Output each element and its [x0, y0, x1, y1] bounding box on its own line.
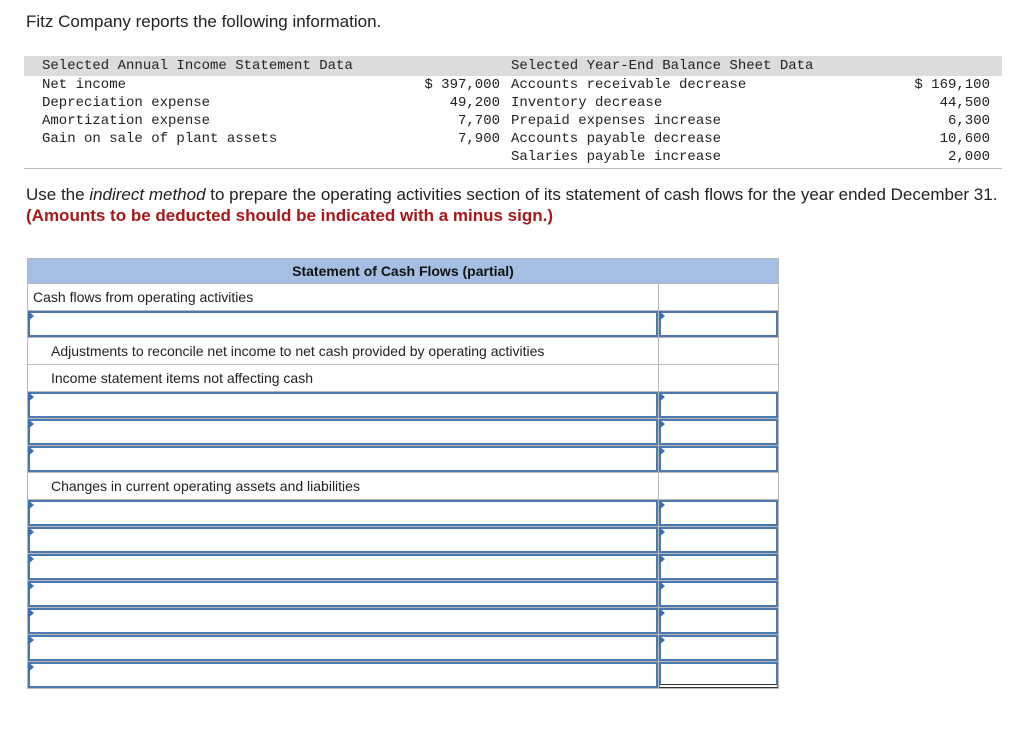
line-label-cell — [28, 608, 659, 635]
amount-input[interactable] — [659, 635, 778, 661]
dropdown-marker-icon — [659, 311, 665, 321]
dropdown-marker-icon — [28, 311, 34, 321]
balance-item-value: 10,600 — [939, 131, 990, 147]
line-item-input[interactable] — [28, 500, 658, 526]
balance-item-value: 6,300 — [947, 113, 990, 129]
operating-activities-label: Cash flows from operating activities — [28, 284, 659, 311]
income-item-value: 7,900 — [457, 131, 500, 147]
amount-cell — [658, 635, 778, 662]
income-item-value: 49,200 — [449, 95, 500, 111]
balance-item-label: Salaries payable increase — [511, 149, 722, 165]
data-row — [24, 130, 1002, 148]
amount-cell — [658, 608, 778, 635]
amount-input[interactable] — [659, 419, 778, 445]
dropdown-marker-icon — [659, 554, 665, 564]
dropdown-marker-icon — [659, 527, 665, 537]
dropdown-marker-icon — [28, 392, 34, 402]
dropdown-marker-icon — [28, 581, 34, 591]
minus-sign-warning: (Amounts to be deducted should be indicated with a minus sign.) — [26, 206, 554, 225]
line-item-input[interactable] — [28, 581, 658, 607]
dropdown-marker-icon — [659, 635, 665, 645]
amount-cell — [658, 500, 778, 527]
dropdown-marker-icon — [28, 527, 34, 537]
amount-input[interactable] — [659, 608, 778, 634]
data-row — [24, 112, 1002, 130]
amount-input[interactable] — [659, 527, 778, 553]
empty-cell — [658, 365, 778, 392]
cash-flow-statement-table — [27, 258, 779, 689]
empty-cell — [658, 284, 778, 311]
instructions-emphasis: indirect method — [89, 185, 206, 204]
line-label-cell — [28, 581, 659, 608]
empty-cell — [658, 338, 778, 365]
dropdown-marker-icon — [28, 446, 34, 456]
divider — [24, 168, 1002, 169]
amount-cell — [658, 419, 778, 446]
line-label-cell — [28, 446, 659, 473]
net-cash-amount-cell — [658, 662, 778, 689]
intro-text: Fitz Company reports the following information. — [26, 12, 382, 31]
amount-cell — [658, 554, 778, 581]
dropdown-marker-icon — [659, 419, 665, 429]
line-label-cell — [28, 554, 659, 581]
amount-cell — [658, 581, 778, 608]
dropdown-marker-icon — [659, 500, 665, 510]
income-item-value: 7,700 — [457, 113, 500, 129]
dropdown-marker-icon — [659, 581, 665, 591]
dropdown-marker-icon — [659, 608, 665, 618]
dropdown-marker-icon — [659, 392, 665, 402]
data-row — [24, 76, 1002, 94]
noncash-items-label: Income statement items not affecting cash — [28, 365, 659, 392]
line-item-input[interactable] — [28, 392, 658, 418]
amount-input[interactable] — [659, 500, 778, 526]
amount-input[interactable] — [659, 581, 778, 607]
given-data-header — [24, 56, 1002, 76]
amount-input[interactable] — [659, 446, 778, 472]
amount-cell — [658, 527, 778, 554]
changes-label: Changes in current operating assets and liabilities — [28, 473, 659, 500]
balance-item-value: 44,500 — [939, 95, 990, 111]
line-item-input[interactable] — [28, 446, 658, 472]
income-item-value: $ 397,000 — [424, 77, 500, 93]
amount-cell — [658, 311, 778, 338]
dropdown-marker-icon — [28, 608, 34, 618]
line-label-cell — [28, 392, 659, 419]
given-data-table — [24, 56, 1002, 169]
income-item-label: Amortization expense — [42, 113, 211, 129]
income-item-label: Gain on sale of plant assets — [42, 131, 278, 147]
net-cash-label-input[interactable] — [28, 662, 658, 688]
dropdown-marker-icon — [28, 662, 34, 672]
income-item-label: Net income — [42, 77, 127, 93]
instructions — [26, 184, 1006, 226]
dropdown-marker-icon — [28, 554, 34, 564]
net-cash-amount-input[interactable] — [659, 662, 778, 688]
amount-cell — [658, 392, 778, 419]
line-label-cell — [28, 500, 659, 527]
empty-cell — [658, 473, 778, 500]
adjustments-label: Adjustments to reconcile net income to net cash provided by operating activities — [28, 338, 659, 365]
line-item-input[interactable] — [28, 311, 658, 337]
balance-sheet-heading: Selected Year-End Balance Sheet Data — [511, 58, 814, 74]
line-item-input[interactable] — [28, 608, 658, 634]
instructions-text-1: Use the — [26, 185, 90, 204]
instructions-text-2: to prepare the operating activities section of its statement of cash flows for the year ended December 31. — [205, 185, 998, 204]
dropdown-marker-icon — [28, 419, 34, 429]
line-label-cell — [28, 527, 659, 554]
income-statement-heading: Selected Annual Income Statement Data — [42, 58, 353, 74]
line-label-cell — [28, 311, 659, 338]
balance-item-label: Accounts receivable decrease — [511, 77, 747, 93]
statement-title: Statement of Cash Flows (partial) — [28, 259, 779, 284]
dropdown-marker-icon — [659, 446, 665, 456]
amount-input[interactable] — [659, 311, 778, 337]
balance-item-value: $ 169,100 — [914, 77, 990, 93]
amount-cell — [658, 446, 778, 473]
data-row — [24, 148, 1002, 166]
amount-input[interactable] — [659, 392, 778, 418]
balance-item-label: Accounts payable decrease — [511, 131, 722, 147]
dropdown-marker-icon — [28, 635, 34, 645]
line-item-input[interactable] — [28, 419, 658, 445]
balance-item-label: Prepaid expenses increase — [511, 113, 722, 129]
line-label-cell — [28, 419, 659, 446]
net-cash-label-cell — [28, 662, 659, 689]
balance-item-value: 2,000 — [947, 149, 990, 165]
line-item-input[interactable] — [28, 554, 658, 580]
data-row — [24, 94, 1002, 112]
balance-item-label: Inventory decrease — [511, 95, 663, 111]
dropdown-marker-icon — [28, 500, 34, 510]
line-item-input[interactable] — [28, 635, 658, 661]
line-label-cell — [28, 635, 659, 662]
amount-input[interactable] — [659, 554, 778, 580]
line-item-input[interactable] — [28, 527, 658, 553]
income-item-label: Depreciation expense — [42, 95, 211, 111]
